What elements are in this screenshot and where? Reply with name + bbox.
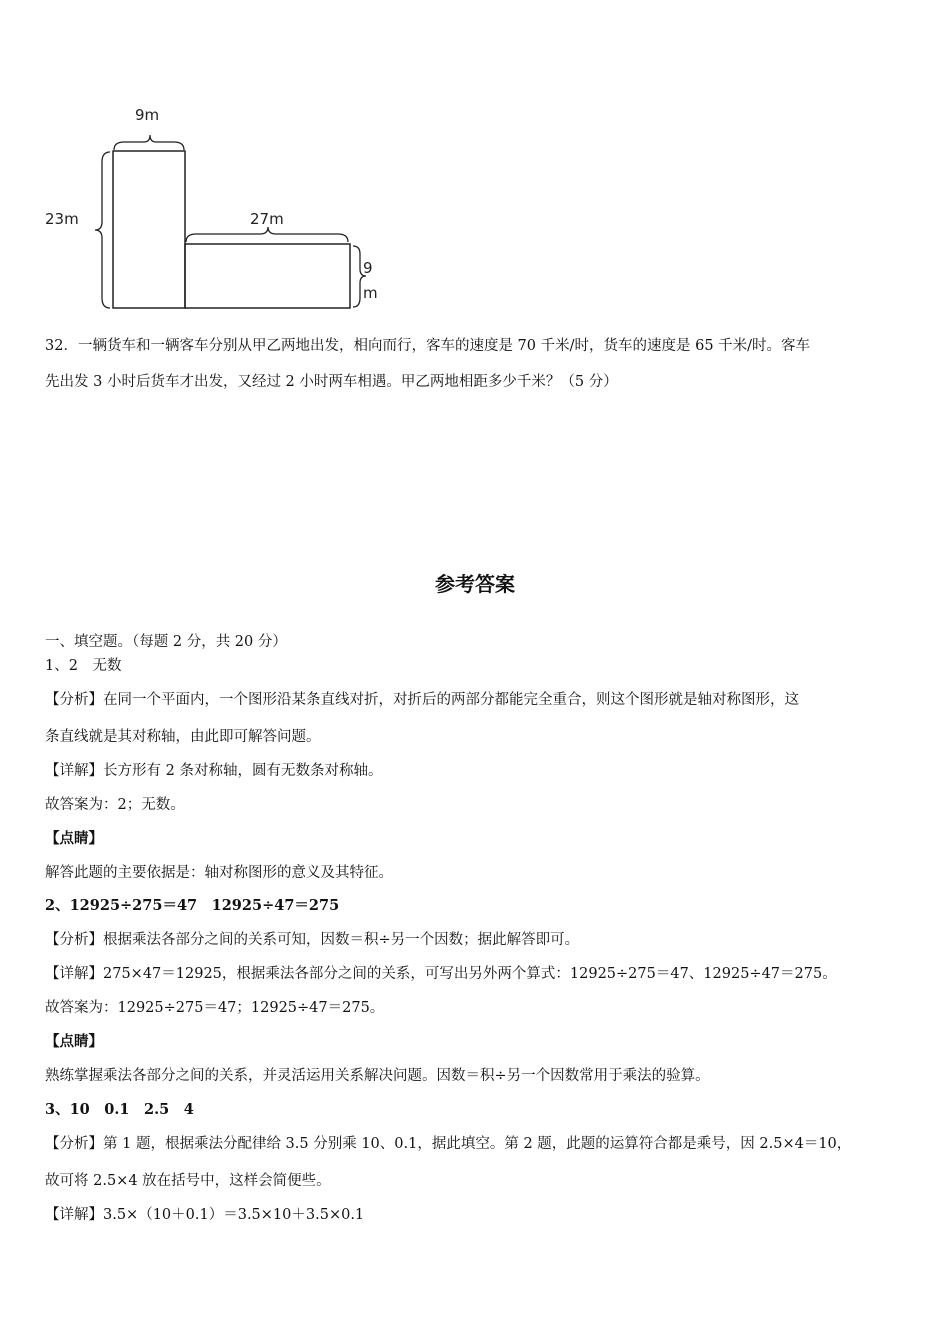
- answer-3-analysis-line-1: 【分析】第 1 题，根据乘法分配律给 3.5 分别乘 10、0.1，据此填空。第 2 题，此题的运算符合都是乘号，因 2.5×4＝10，: [45, 1136, 852, 1152]
- answer-2-analysis: 【分析】根据乘法各部分之间的关系可知，因数＝积÷另一个因数；据此解答即可。: [45, 932, 580, 948]
- answer-2: 2、12925÷275＝47 12925÷47＝275: [45, 897, 340, 914]
- answer-1-comment-heading: 【点睛】: [45, 830, 103, 847]
- label-right-m: m: [363, 284, 378, 302]
- tall-rectangle: [113, 151, 185, 308]
- answer-2-comment-heading: 【点睛】: [45, 1033, 103, 1050]
- wide-rectangle: [185, 244, 350, 308]
- answer-1-detail: 【详解】长方形有 2 条对称轴，圆有无数条对称轴。: [45, 763, 383, 779]
- answer-3-analysis-line-2: 故可将 2.5×4 放在括号中，这样会简便些。: [45, 1173, 331, 1189]
- top-brace: [114, 135, 184, 150]
- l-shape-figure: [40, 100, 400, 315]
- answer-2-comment: 熟练掌握乘法各部分之间的关系，并灵活运用关系解决问题。因数＝积÷另一个因数常用于乘法的验算。: [45, 1068, 710, 1084]
- l-shape-diagram: [40, 100, 400, 315]
- answer-1-result: 故答案为：2；无数。: [45, 797, 185, 813]
- left-brace: [95, 152, 110, 308]
- middle-brace: [186, 227, 348, 242]
- answer-1-comment: 解答此题的主要依据是：轴对称图形的意义及其特征。: [45, 865, 393, 881]
- answer-1: 1、2 无数: [45, 658, 122, 674]
- label-left-23m: 23m: [45, 210, 79, 228]
- label-middle-27m: 27m: [250, 210, 284, 228]
- question-32-line-1: 32．一辆货车和一辆客车分别从甲乙两地出发，相向而行，客车的速度是 70 千米/时，货车的速度是 65 千米/时。客车: [45, 338, 811, 354]
- answers-title: 参考答案: [435, 572, 515, 596]
- answer-1-analysis-line-2: 条直线就是其对称轴，由此即可解答问题。: [45, 729, 321, 745]
- label-top-9m: 9m: [135, 106, 160, 124]
- answer-3-detail: 【详解】3.5×（10＋0.1）＝3.5×10＋3.5×0.1: [45, 1207, 365, 1223]
- section-header: 一、填空题。（每题 2 分，共 20 分）: [45, 634, 287, 650]
- answer-1-analysis-line-1: 【分析】在同一个平面内，一个图形沿某条直线对折，对折后的两部分都能完全重合，则这个图形就是轴对称图形，这: [45, 692, 799, 708]
- question-32-line-2: 先出发 3 小时后货车才出发，又经过 2 小时两车相遇。甲乙两地相距多少千米？（5 分）: [45, 374, 618, 390]
- answer-2-detail: 【详解】275×47＝12925，根据乘法各部分之间的关系，可写出另外两个算式：12925÷275＝47、12925÷47＝275。: [45, 966, 837, 982]
- label-right-9: 9: [363, 259, 373, 277]
- answer-2-result: 故答案为：12925÷275＝47；12925÷47＝275。: [45, 1000, 385, 1016]
- answer-3: 3、10 0.1 2.5 4: [45, 1101, 194, 1118]
